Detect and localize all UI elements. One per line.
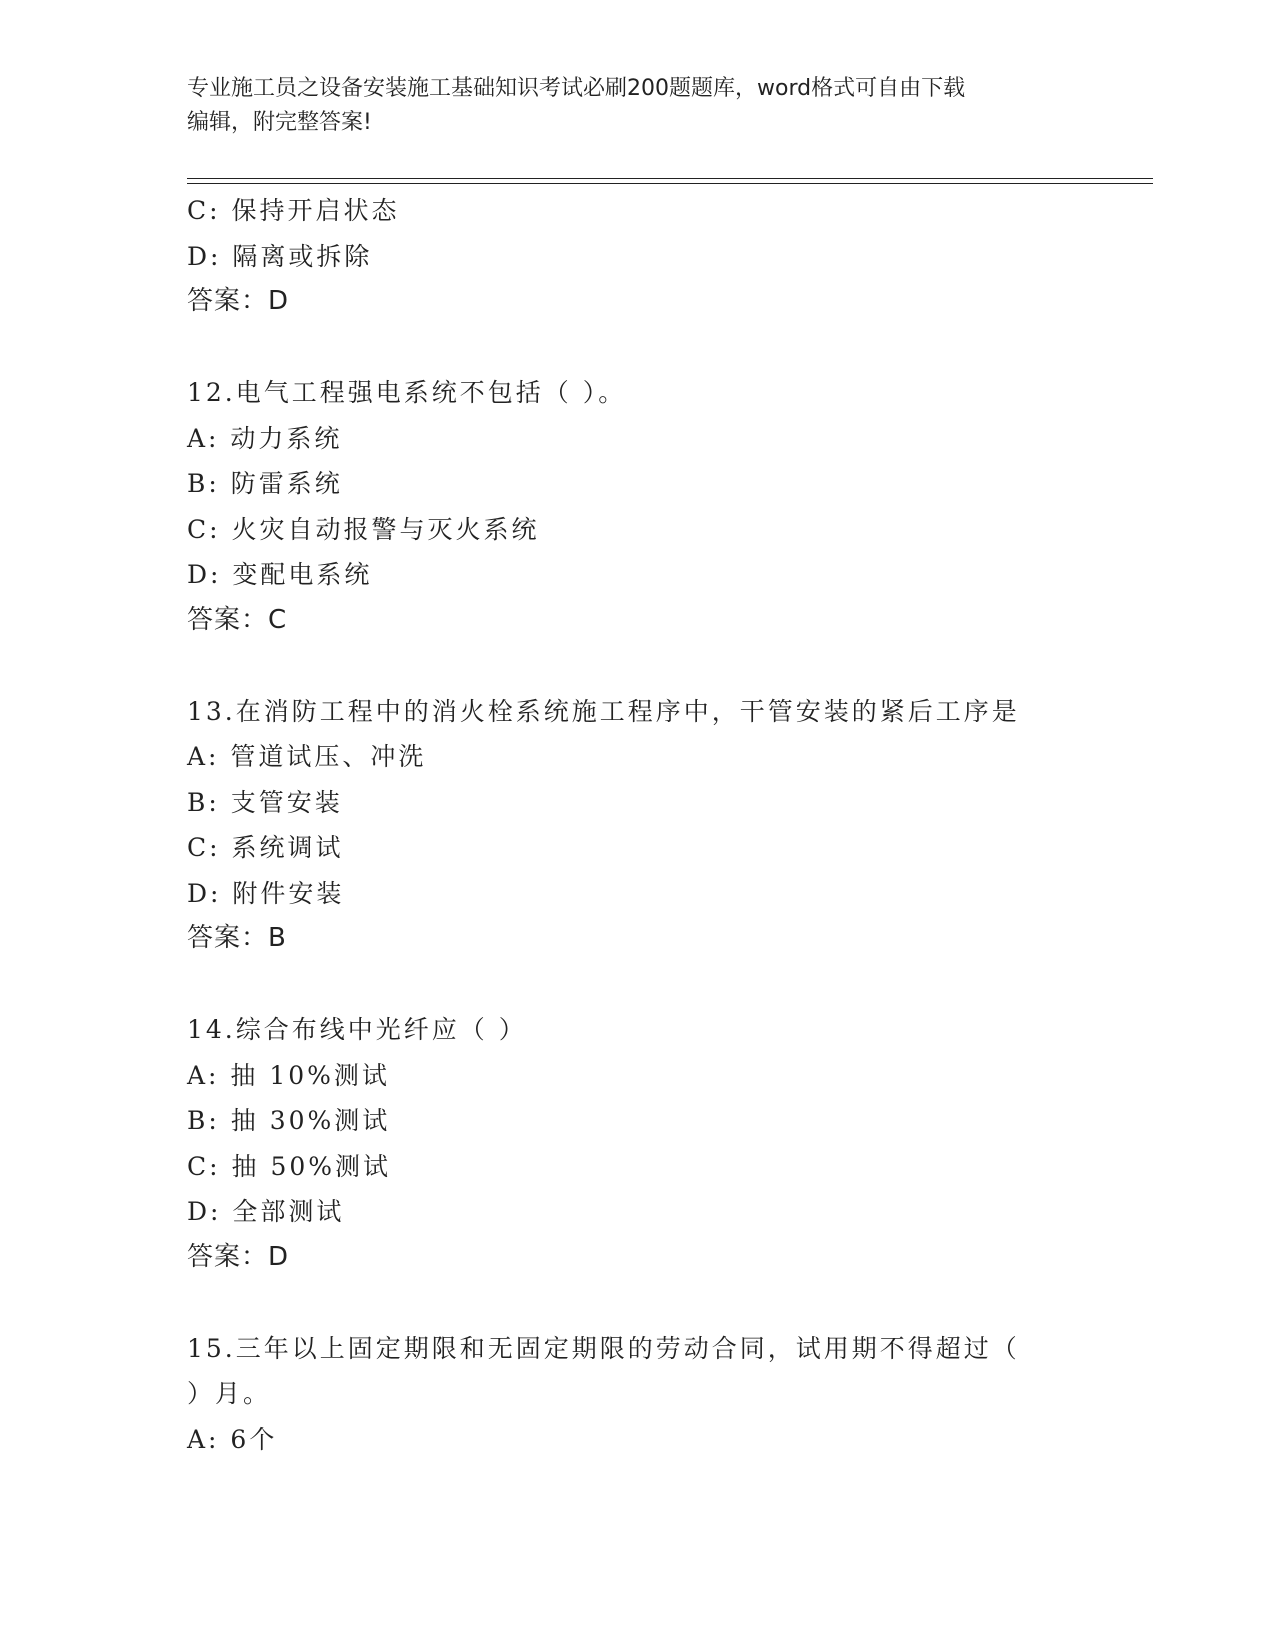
question-stem: 13.在消防工程中的消火栓系统施工程序中，干管安装的紧后工序是 bbox=[187, 696, 1020, 726]
question-15 bbox=[187, 1326, 1107, 1463]
option-d: D: 附件安装 bbox=[187, 878, 345, 908]
answer-line: 答案：C bbox=[187, 604, 288, 635]
question-11-continued bbox=[187, 188, 1107, 325]
document-header bbox=[187, 72, 1087, 140]
option-c: C: 抽 50%测试 bbox=[187, 1151, 392, 1181]
header-divider-top bbox=[187, 178, 1153, 179]
option-a: A: 6个 bbox=[187, 1424, 278, 1454]
option-d: D: 变配电系统 bbox=[187, 560, 373, 589]
option-c: C: 保持开启状态 bbox=[187, 196, 400, 225]
spacer bbox=[187, 962, 1107, 1008]
question-13 bbox=[187, 689, 1107, 962]
question-stem: 14.综合布线中光纤应（ ） bbox=[187, 1015, 527, 1044]
header-divider-bottom bbox=[187, 183, 1153, 184]
option-b: B: 抽 30%测试 bbox=[187, 1106, 391, 1135]
option-b: B: 支管安装 bbox=[187, 787, 343, 817]
question-stem: 12.电气工程强电系统不包括（ ）。 bbox=[187, 378, 627, 407]
option-a: A: 抽 10%测试 bbox=[187, 1060, 390, 1090]
spacer bbox=[187, 1280, 1107, 1326]
option-d: D: 隔离或拆除 bbox=[187, 241, 373, 271]
question-list bbox=[187, 188, 1107, 1462]
option-c: C: 系统调试 bbox=[187, 833, 344, 862]
question-14 bbox=[187, 1007, 1107, 1280]
question-stem-line-1: 15.三年以上固定期限和无固定期限的劳动合同，试用期不得超过（ bbox=[187, 1333, 1020, 1363]
spacer bbox=[187, 325, 1107, 371]
question-12 bbox=[187, 370, 1107, 643]
answer-line: 答案：D bbox=[187, 286, 290, 316]
answer-line: 答案：D bbox=[187, 1241, 290, 1272]
header-title-line-1: 专业施工员之设备安装施工基础知识考试必刷200题题库，word格式可自由下载 bbox=[187, 76, 966, 101]
header-title-line-2: 编辑，附完整答案! bbox=[187, 110, 372, 135]
option-c: C: 火灾自动报警与灭火系统 bbox=[187, 514, 540, 544]
option-d: D: 全部测试 bbox=[187, 1197, 345, 1226]
option-a: A: 管道试压、冲洗 bbox=[187, 742, 427, 771]
spacer bbox=[187, 643, 1107, 689]
option-b: B: 防雷系统 bbox=[187, 469, 343, 498]
answer-line: 答案：B bbox=[187, 923, 287, 953]
option-a: A: 动力系统 bbox=[187, 423, 343, 453]
question-stem-line-2: ）月。 bbox=[187, 1379, 272, 1408]
